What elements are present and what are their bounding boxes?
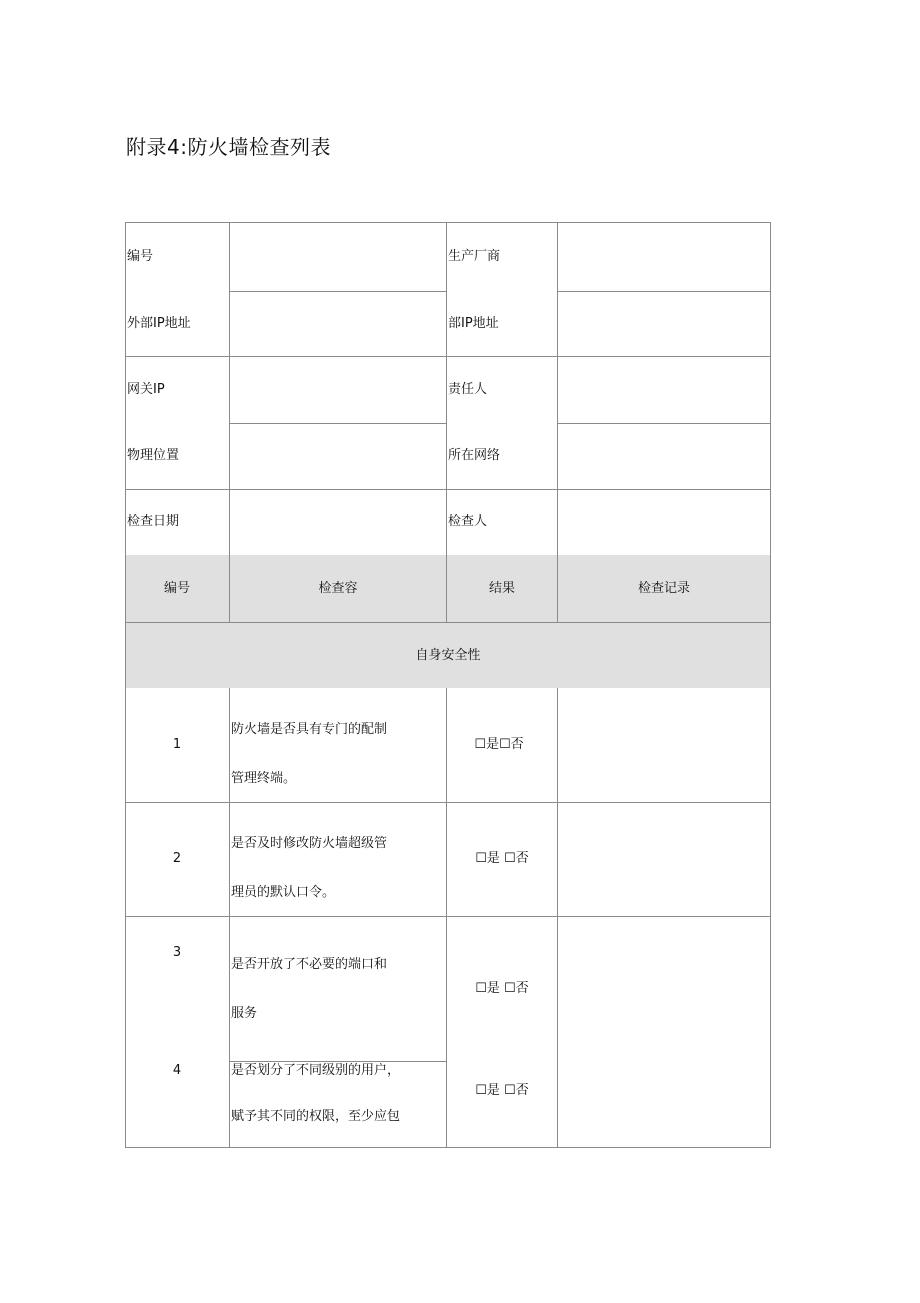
grid-line [125,222,771,223]
grid-line [557,423,771,424]
col-header-result: 结果 [488,581,516,596]
grid-line [446,688,447,1148]
section-title: 自身安全性 [415,648,481,663]
label-bianhao: 编号 [127,249,154,264]
grid-line [557,688,558,1148]
item-no: 3 [172,945,182,960]
col-header-no: 编号 [163,581,191,596]
grid-line [125,802,771,803]
grid-line [125,356,771,357]
label-location: 物理位置 [127,448,180,463]
item-content-line: 是否及时修改防火墙超级管 [231,836,388,851]
grid-line [125,1147,771,1148]
label-gateway-ip: 网关IP [127,382,165,397]
grid-line [125,222,126,1148]
result-checkboxes[interactable]: ☐是☐否 [474,737,524,752]
grid-line [229,222,230,622]
col-header-content: 检查容 [318,581,358,596]
grid-line [125,489,771,490]
grid-line [770,222,771,1148]
grid-line [229,291,446,292]
result-checkboxes[interactable]: ☐是 ☐否 [475,851,529,866]
item-content-line: 防火墙是否具有专门的配制 [231,722,388,737]
item-no: 2 [172,851,182,866]
item-content-line: 是否开放了不必要的端口和 [231,957,388,972]
grid-line [557,222,558,622]
grid-line [125,622,771,623]
item-content-line: 是否划分了不同级别的用户， [231,1063,401,1078]
label-manufacturer: 生产厂商 [448,249,501,264]
item-content-line: 管理终端。 [231,771,297,786]
item-no: 4 [172,1063,182,1078]
label-inspector: 检查人 [448,514,488,529]
label-internal-ip: 部IP地址 [448,316,499,331]
label-network: 所在网络 [448,448,501,463]
label-external-ip: 外部IP地址 [127,316,191,331]
item-no: 1 [172,737,182,752]
label-check-date: 检查日期 [127,514,180,529]
page-title: 附录4:防火墙检查列表 [126,135,331,159]
checklist-table [125,222,771,1148]
result-checkboxes[interactable]: ☐是 ☐否 [475,1083,529,1098]
label-responsible: 责任人 [448,382,488,397]
grid-line [229,688,230,1148]
item-content-line: 赋予其不同的权限，至少应包 [231,1109,401,1124]
grid-line [125,916,771,917]
item-content-line: 理员的默认口令。 [231,885,336,900]
result-checkboxes[interactable]: ☐是 ☐否 [475,981,529,996]
grid-line [557,291,771,292]
col-header-record: 检查记录 [637,581,691,596]
grid-line [229,1061,446,1062]
item-content-line: 服务 [231,1006,258,1021]
grid-line [229,423,446,424]
grid-line [446,222,447,622]
